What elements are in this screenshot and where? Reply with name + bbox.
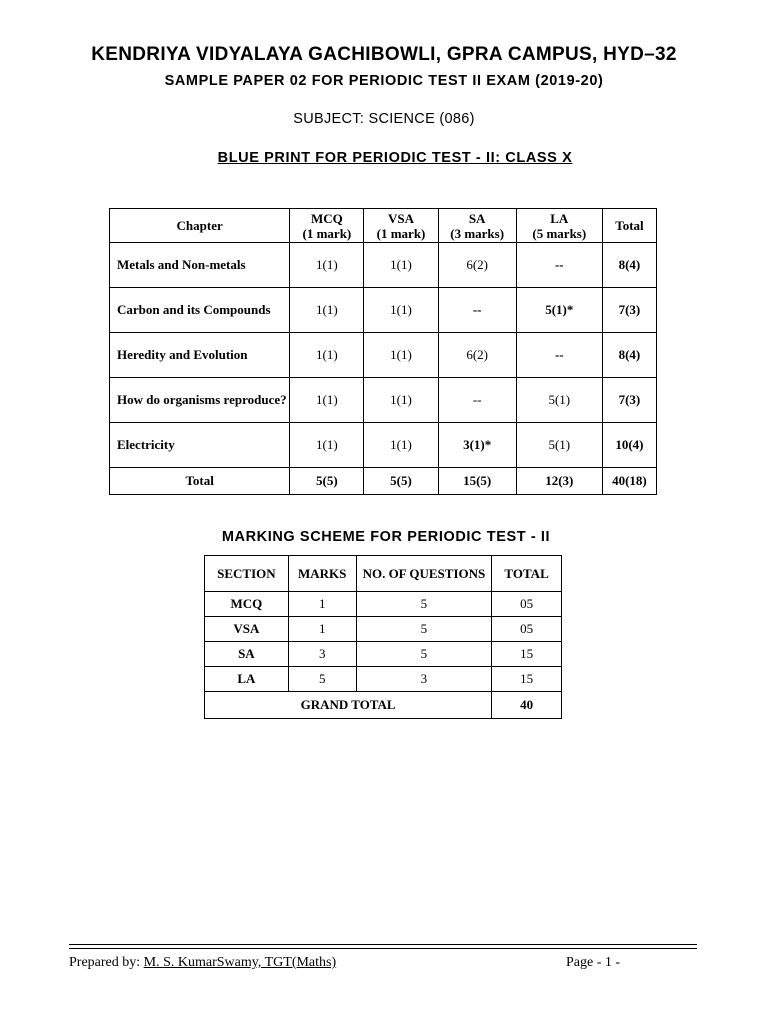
header-chapter: Chapter bbox=[110, 209, 290, 243]
marks-cell: 1 bbox=[288, 617, 356, 642]
paper-title: SAMPLE PAPER 02 FOR PERIODIC TEST II EXAM (2019-20) bbox=[164, 73, 604, 89]
marking-scheme-title: MARKING SCHEME FOR PERIODIC TEST - II bbox=[221, 529, 551, 545]
header-sa: SA (3 marks) bbox=[438, 209, 516, 243]
blueprint-table bbox=[109, 208, 657, 495]
header-mcq: MCQ (1 mark) bbox=[290, 209, 364, 243]
blueprint-title: BLUE PRINT FOR PERIODIC TEST - II: CLASS X bbox=[217, 150, 573, 166]
sa-total: 15(5) bbox=[438, 468, 516, 495]
mcq-total: 5(5) bbox=[290, 468, 364, 495]
total-cell: 7(3) bbox=[602, 378, 656, 423]
marks-cell: 1 bbox=[288, 592, 356, 617]
la-cell: -- bbox=[516, 243, 602, 288]
questions-cell: 3 bbox=[356, 667, 492, 692]
total-cell: 15 bbox=[492, 642, 562, 667]
table-row bbox=[110, 243, 657, 288]
table-row bbox=[110, 378, 657, 423]
vsa-total: 5(5) bbox=[364, 468, 438, 495]
header-total: TOTAL bbox=[492, 556, 562, 592]
total-cell: 10(4) bbox=[602, 423, 656, 468]
marking-scheme-table bbox=[204, 555, 562, 719]
table-row bbox=[110, 423, 657, 468]
school-title: KENDRIYA VIDYALAYA GACHIBOWLI, GPRA CAMPUS, HYD–32 bbox=[91, 44, 677, 65]
mcq-cell: 1(1) bbox=[290, 288, 364, 333]
sa-cell: -- bbox=[438, 378, 516, 423]
grand-total: 40(18) bbox=[602, 468, 656, 495]
total-cell: 8(4) bbox=[602, 243, 656, 288]
table-row bbox=[205, 642, 562, 667]
questions-cell: 5 bbox=[356, 592, 492, 617]
footer-divider bbox=[69, 948, 697, 949]
total-cell: 05 bbox=[492, 592, 562, 617]
vsa-cell: 1(1) bbox=[364, 378, 438, 423]
header-questions: NO. OF QUESTIONS bbox=[356, 556, 492, 592]
chapter-cell: Carbon and its Compounds bbox=[110, 288, 290, 333]
table-row bbox=[205, 617, 562, 642]
vsa-cell: 1(1) bbox=[364, 333, 438, 378]
header-section: SECTION bbox=[205, 556, 289, 592]
la-cell: -- bbox=[516, 333, 602, 378]
header-vsa: VSA (1 mark) bbox=[364, 209, 438, 243]
la-cell: 5(1) bbox=[516, 378, 602, 423]
table-row bbox=[110, 333, 657, 378]
sa-cell: -- bbox=[438, 288, 516, 333]
chapter-cell: Metals and Non-metals bbox=[110, 243, 290, 288]
table-row bbox=[205, 667, 562, 692]
marks-cell: 3 bbox=[288, 642, 356, 667]
la-cell: 5(1)* bbox=[516, 288, 602, 333]
section-cell: MCQ bbox=[205, 592, 289, 617]
author-name: M. S. KumarSwamy, TGT(Maths) bbox=[143, 955, 337, 970]
blueprint-total-row bbox=[110, 468, 657, 495]
vsa-cell: 1(1) bbox=[364, 288, 438, 333]
total-cell: 7(3) bbox=[602, 288, 656, 333]
header-la: LA (5 marks) bbox=[516, 209, 602, 243]
vsa-cell: 1(1) bbox=[364, 423, 438, 468]
total-cell: 15 bbox=[492, 667, 562, 692]
sa-cell: 6(2) bbox=[438, 333, 516, 378]
mcq-cell: 1(1) bbox=[290, 243, 364, 288]
page-number: Page - 1 - bbox=[566, 955, 621, 970]
sa-cell: 3(1)* bbox=[438, 423, 516, 468]
chapter-cell: How do organisms reproduce? bbox=[110, 378, 290, 423]
total-cell: 05 bbox=[492, 617, 562, 642]
header-total: Total bbox=[602, 209, 656, 243]
section-cell: LA bbox=[205, 667, 289, 692]
sa-cell: 6(2) bbox=[438, 243, 516, 288]
subject-line: SUBJECT: SCIENCE (086) bbox=[293, 111, 475, 127]
header-marks: MARKS bbox=[288, 556, 356, 592]
la-cell: 5(1) bbox=[516, 423, 602, 468]
footer-divider bbox=[69, 944, 697, 945]
questions-cell: 5 bbox=[356, 617, 492, 642]
grand-total-row bbox=[205, 692, 562, 719]
marks-cell: 5 bbox=[288, 667, 356, 692]
vsa-cell: 1(1) bbox=[364, 243, 438, 288]
footer-credit: Prepared by: M. S. KumarSwamy, TGT(Maths) bbox=[69, 955, 337, 970]
questions-cell: 5 bbox=[356, 642, 492, 667]
blueprint-header-row bbox=[110, 209, 657, 243]
grand-total-value: 40 bbox=[492, 692, 562, 719]
mcq-cell: 1(1) bbox=[290, 333, 364, 378]
table-row bbox=[205, 592, 562, 617]
table-row bbox=[110, 288, 657, 333]
total-cell: 8(4) bbox=[602, 333, 656, 378]
chapter-cell: Electricity bbox=[110, 423, 290, 468]
total-label: Total bbox=[110, 468, 290, 495]
mcq-cell: 1(1) bbox=[290, 378, 364, 423]
marking-header-row bbox=[205, 556, 562, 592]
la-total: 12(3) bbox=[516, 468, 602, 495]
section-cell: VSA bbox=[205, 617, 289, 642]
mcq-cell: 1(1) bbox=[290, 423, 364, 468]
section-cell: SA bbox=[205, 642, 289, 667]
chapter-cell: Heredity and Evolution bbox=[110, 333, 290, 378]
grand-total-label: GRAND TOTAL bbox=[205, 692, 492, 719]
